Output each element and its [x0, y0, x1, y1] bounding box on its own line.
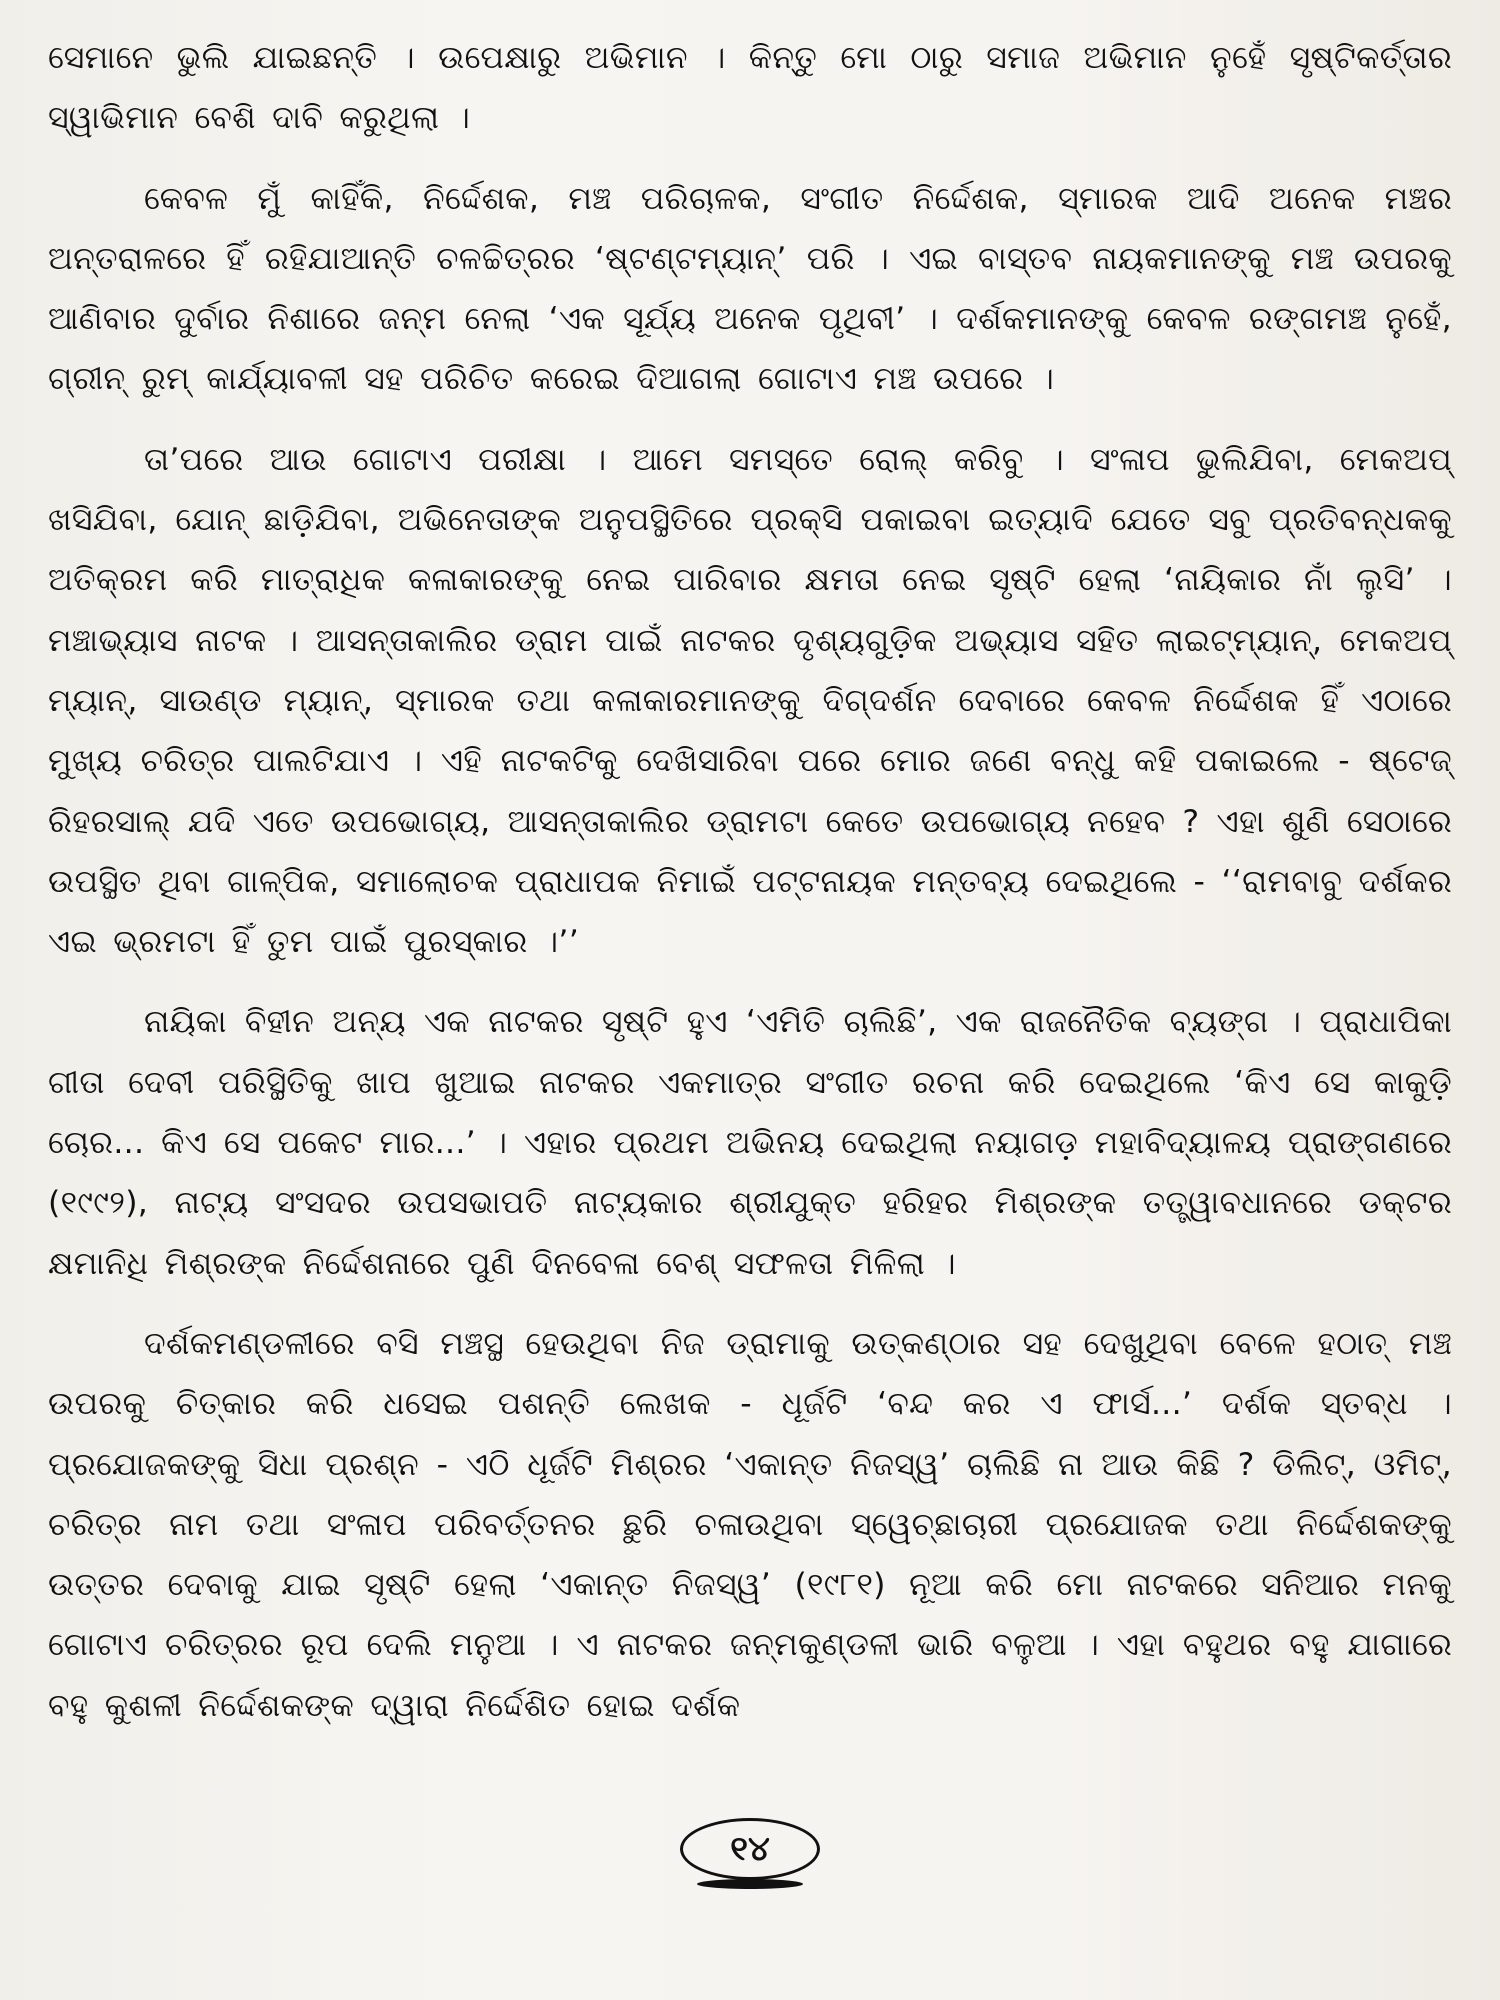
- paragraph-3: ତା’ପରେ ଆଉ ଗୋଟାଏ ପରୀକ୍ଷା । ଆମେ ସମସ୍ତେ ରୋଲ୍ କରିବୁ । ସଂଳାପ ଭୁଲିଯିବା, ମେକଅପ୍ ଖସିଯିବା, ଯୋନ୍ ଛାଡ଼ିଯିବା, ଅଭିନେତାଙ୍କ ଅନୁପସ୍ଥିତିରେ ପ୍ରକ୍ସି ପକାଇବା ଇତ୍ୟାଦି ଯେତେ ସବୁ ପ୍ରତିବନ୍ଧକକୁ ଅତିକ୍ରମ କରି ମାତ୍ରାଧିକ କଳାକାରଙ୍କୁ ନେଇ ପାରିବାର କ୍ଷମତା ନେଇ ସୃଷ୍ଟି ହେଲା ‘ନାୟିକାର ନାଁ ଲୁସି’ । ମଞ୍ଚାଭ୍ୟାସ ନାଟକ । ଆସନ୍ତାକାଲିର ଡ୍ରାମ ପାଇଁ ନାଟକର ଦୃଶ୍ୟଗୁଡ଼ିକ ଅଭ୍ୟାସ ସହିତ ଲାଇଟ୍‌ମ୍ୟାନ୍, ମେକଅପ୍ ମ୍ୟାନ୍, ସାଉଣ୍ଡ ମ୍ୟାନ୍, ସ୍ମାରକ ତଥା କଳାକାରମାନଙ୍କୁ ଦିଗ୍‌ଦର୍ଶନ ଦେବାରେ କେବଳ ନିର୍ଦ୍ଦେଶକ ହିଁ ଏଠାରେ ମୁଖ୍ୟ ଚରିତ୍ର ପାଲଟିଯାଏ । ଏହି ନାଟକଟିକୁ ଦେଖିସାରିବା ପରେ ମୋର ଜଣେ ବନ୍ଧୁ କହି ପକାଇଲେ - ଷ୍ଟେଜ୍ ରିହରସାଲ୍ ଯଦି ଏତେ ଉପଭୋଗ୍ୟ, ଆସନ୍ତାକାଲିର ଡ୍ରାମଟା କେତେ ଉପଭୋଗ୍ୟ ନହେବ ? ଏହା ଶୁଣି ସେଠାରେ ଉପସ୍ଥିତ ଥିବା ଗାଳ୍ପିକ, ସମାଲୋଚକ ପ୍ରାଧାପକ ନିମାଇଁ ପଟ୍ଟନାୟକ ମନ୍ତବ୍ୟ ଦେଇଥିଲେ - ‘‘ରାମବାବୁ ଦର୍ଶକର ଏଇ ଭ୍ରମଟା ହିଁ ତୁମ ପାଇଁ ପୁରସ୍କାର ।’’: [48, 441, 1452, 961]
- footer: [0, 1818, 1500, 1880]
- paragraph-4: ନାୟିକା ବିହୀନ ଅନ୍ୟ ଏକ ନାଟକର ସୃଷ୍ଟି ହୁଏ ‘ଏମିତି ଚାଲିଛି’, ଏକ ରାଜନୈତିକ ବ୍ୟଙ୍ଗ । ପ୍ରାଧାପିକା ଗୀତା ଦେବୀ ପରିସ୍ଥିତିକୁ ଖାପ ଖୁଆଇ ନାଟକର ଏକମାତ୍ର ସଂଗୀତ ରଚନା କରି ଦେଇଥିଲେ ‘କିଏ ସେ କାକୁଡ଼ି ଚୋର... କିଏ ସେ ପକେଟ ମାର...’ । ଏହାର ପ୍ରଥମ ଅଭିନୟ ଦେଇଥିଲା ନୟାଗଡ଼ ମହାବିଦ୍ୟାଳୟ ପ୍ରାଙ୍ଗଣରେ (୧୯୯୨), ନାଟ୍ୟ ସଂସଦର ଉପସଭାପତି ନାଟ୍ୟକାର ଶ୍ରୀଯୁକ୍ତ ହରିହର ମିଶ୍ରଙ୍କ ତତ୍ତ୍ୱାବଧାନରେ ଡକ୍ଟର କ୍ଷମାନିଧି ମିଶ୍ରଙ୍କ ନିର୍ଦ୍ଦେଶନାରେ ପୁଣି ଦିନବେଳା ବେଶ୍ ସଫଳତା ମିଳିଲା ।: [48, 1004, 1452, 1282]
- page-number: ୧୪: [680, 1818, 820, 1880]
- body-text: [48, 28, 1452, 1736]
- paragraph-2: କେବଳ ମୁଁ କାହିଁକି, ନିର୍ଦ୍ଦେଶକ, ମଞ୍ଚ ପରିଚାଳକ, ସଂଗୀତ ନିର୍ଦ୍ଦେଶକ, ସ୍ମାରକ ଆଦି ଅନେକ ମଞ୍ଚର ଅନ୍ତରାଳରେ ହିଁ ରହିଯାଆନ୍ତି ଚଳଚ୍ଚିତ୍ରର ‘ଷ୍ଟଣ୍ଟମ୍ୟାନ୍’ ପରି । ଏଇ ବାସ୍ତବ ନାୟକମାନଙ୍କୁ ମଞ୍ଚ ଉପରକୁ ଆଣିବାର ଦୁର୍ବାର ନିଶାରେ ଜନ୍ମ ନେଲା ‘ଏକ ସୂର୍ଯ୍ୟ ଅନେକ ପୃଥିବୀ’ । ଦର୍ଶକମାନଙ୍କୁ କେବଳ ରଙ୍ଗମଞ୍ଚ ନୁହେଁ, ଗ୍ରୀନ୍ ରୁମ୍ କାର୍ଯ୍ୟାବଳୀ ସହ ପରିଚିତ କରେଇ ଦିଆଗଲା ଗୋଟାଏ ମଞ୍ଚ ଉପରେ ।: [48, 180, 1452, 398]
- paragraph-1: ସେମାନେ ଭୁଲି ଯାଇଛନ୍ତି । ଉପେକ୍ଷାରୁ ଅଭିମାନ । କିନ୍ତୁ ମୋ ଠାରୁ ସମାଜ ଅଭିମାନ ନୁହେଁ ସୃଷ୍ଟିକର୍ତ୍ତାର ସ୍ୱାଭିମାନ ବେଶି ଦାବି କରୁଥିଲା ।: [48, 40, 1452, 137]
- paragraph-5: ଦର୍ଶକମଣ୍ଡଳୀରେ ବସି ମଞ୍ଚସ୍ଥ ହେଉଥିବା ନିଜ ଡ୍ରାମାକୁ ଉତ୍କଣ୍ଠାର ସହ ଦେଖୁଥିବା ବେଳେ ହଠାତ୍ ମଞ୍ଚ ଉପରକୁ ଚିତ୍କାର କରି ଧସେଇ ପଶନ୍ତି ଲେଖକ - ଧୂର୍ଜଟି ‘ବନ୍ଦ କର ଏ ଫାର୍ସ...’ ଦର୍ଶକ ସ୍ତବ୍ଧ । ପ୍ରଯୋଜକଙ୍କୁ ସିଧା ପ୍ରଶ୍ନ - ଏଠି ଧୂର୍ଜଟି ମିଶ୍ରର ‘ଏକାନ୍ତ ନିଜସ୍ୱ’ ଚାଲିଛି ନା ଆଉ କିଛି ? ଡିଲିଟ୍, ଓମିଟ୍, ଚରିତ୍ର ନାମ ତଥା ସଂଳାପ ପରିବର୍ତ୍ତନର ଛୁରି ଚଳାଉଥିବା ସ୍ୱେଚ୍ଛାଚାରୀ ପ୍ରଯୋଜକ ତଥା ନିର୍ଦ୍ଦେଶକଙ୍କୁ ଉତ୍ତର ଦେବାକୁ ଯାଇ ସୃଷ୍ଟି ହେଲା ‘ଏକାନ୍ତ ନିଜସ୍ୱ’ (୧୯୮୧) ନୂଆ କରି ମୋ ନାଟକରେ ସନିଆର ମନକୁ ଗୋଟାଏ ଚରିତ୍ରର ରୂପ ଦେଲି ମନୁଆ । ଏ ନାଟକର ଜନ୍ମକୁଣ୍ଡଳୀ ଭାରି ବଳୁଆ । ଏହା ବହୁଥର ବହୁ ଯାଗାରେ ବହୁ କୁଶଳୀ ନିର୍ଦ୍ଦେଶକଙ୍କ ଦ୍ୱାରା ନିର୍ଦ୍ଦେଶିତ ହୋଇ ଦର୍ଶକ: [48, 1325, 1452, 1724]
